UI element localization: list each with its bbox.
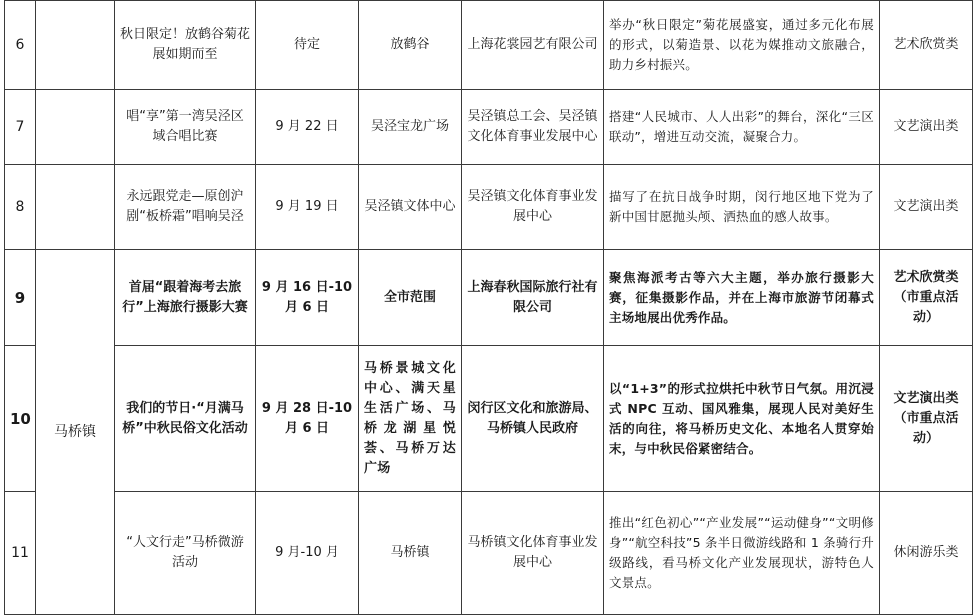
activity-name: 首届“跟着海考去旅行”上海旅行摄影大赛 [115,250,256,346]
town-cell: 马桥镇 [36,250,115,615]
activity-time: 9 月 19 日 [256,165,359,250]
activity-category: 休闲游乐类 [880,492,973,615]
table-row [5,492,973,615]
row-number: 9 [5,250,36,346]
activity-time: 待定 [256,1,359,90]
activity-category: 文艺演出类（市重点活动） [880,346,973,492]
activity-category: 文艺演出类 [880,165,973,250]
activity-place: 吴泾宝龙广场 [359,90,462,165]
activity-organizer: 吴泾镇总工会、吴泾镇文化体育事业发展中心 [462,90,604,165]
activity-name: 我们的节日·“月满马桥”中秋民俗文化活动 [115,346,256,492]
row-number: 8 [5,165,36,250]
activity-category: 艺术欣赏类（市重点活动） [880,250,973,346]
row-number: 7 [5,90,36,165]
activity-description: 描写了在抗日战争时期，闵行地区地下党为了新中国甘愿抛头颅、洒热血的感人故事。 [604,165,880,250]
activity-description: 推出“红色初心”“产业发展”“运动健身”“文明修身”“航空科技”5 条半日微游线路和 1 条骑行升级路线，看马桥文化产业发展现状，游特色人文景点。 [604,492,880,615]
town-cell-empty [36,90,115,165]
row-number: 11 [5,492,36,615]
table-row [5,165,973,250]
activity-organizer: 上海春秋国际旅行社有限公司 [462,250,604,346]
activity-name: 秋日限定！放鹤谷菊花展如期而至 [115,1,256,90]
activity-place: 吴泾镇文体中心 [359,165,462,250]
activity-organizer: 闵行区文化和旅游局、马桥镇人民政府 [462,346,604,492]
row-number: 10 [5,346,36,492]
activity-organizer: 吴泾镇文化体育事业发展中心 [462,165,604,250]
town-cell-empty [36,165,115,250]
table-row [5,346,973,492]
activity-description: 搭建“人民城市、人人出彩”的舞台，深化“三区联动”，增进互动交流，凝聚合力。 [604,90,880,165]
activity-table [4,0,973,615]
activity-time: 9 月 16 日-10 月 6 日 [256,250,359,346]
activity-place: 马桥镇 [359,492,462,615]
activity-time: 9 月-10 月 [256,492,359,615]
activity-time: 9 月 28 日-10 月 6 日 [256,346,359,492]
activity-place: 放鹤谷 [359,1,462,90]
activity-name: 永远跟党走—原创沪剧“板桥霜”唱响吴泾 [115,165,256,250]
table-row [5,1,973,90]
activity-organizer: 马桥镇文化体育事业发展中心 [462,492,604,615]
town-cell-empty [36,1,115,90]
activity-name: 唱“享”第一湾吴泾区域合唱比赛 [115,90,256,165]
activity-organizer: 上海花裳园艺有限公司 [462,1,604,90]
table-row [5,90,973,165]
activity-place: 马桥景城文化中心、满天星生活广场、马桥龙湖星悦荟、马桥万达广场 [359,346,462,492]
activity-name: “人文行走”马桥微游活动 [115,492,256,615]
activity-place: 全市范围 [359,250,462,346]
table-row [5,250,973,346]
activity-description: 以“1+3”的形式拉烘托中秋节日气氛。用沉浸式 NPC 互动、国风雅集，展现人民对美好生活的向往，将马桥历史文化、本地名人贯穿始末，与中秋民俗紧密结合。 [604,346,880,492]
activity-category: 艺术欣赏类 [880,1,973,90]
activity-category: 文艺演出类 [880,90,973,165]
activity-description: 举办“秋日限定”菊花展盛宴，通过多元化布展的形式，以菊造景、以花为媒推动文旅融合，助力乡村振兴。 [604,1,880,90]
row-number: 6 [5,1,36,90]
activity-description: 聚焦海派考古等六大主题，举办旅行摄影大赛，征集摄影作品，并在上海市旅游节闭幕式主场地展出优秀作品。 [604,250,880,346]
activity-time: 9 月 22 日 [256,90,359,165]
